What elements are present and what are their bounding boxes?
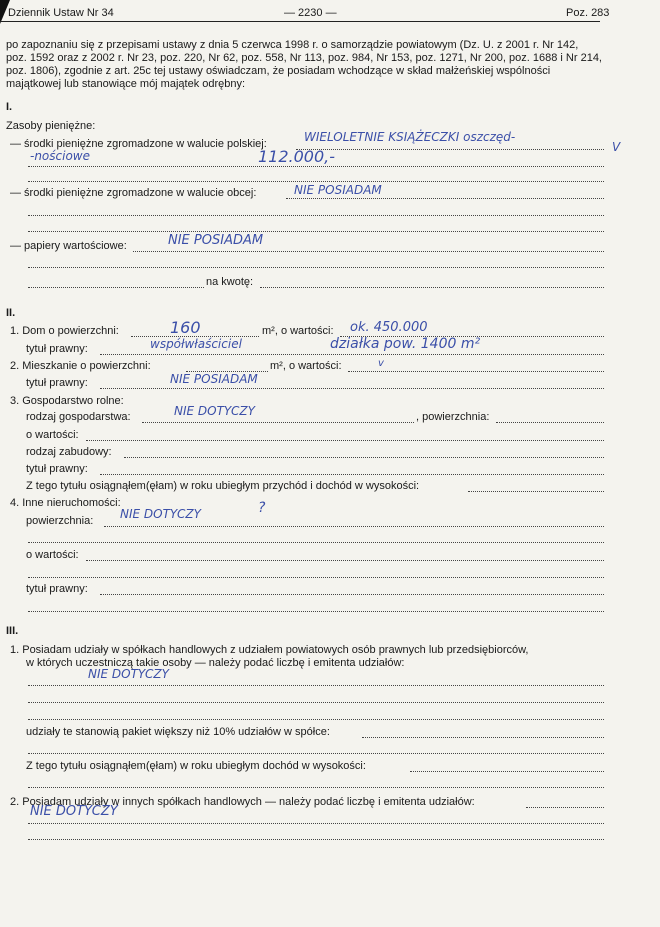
other-area-value: NIE DOTYCZY xyxy=(120,507,201,521)
shares-pakiet-line-2 xyxy=(28,753,604,754)
house-label: 1. Dom o powierzchni: xyxy=(10,325,119,337)
house-area-value: 160 xyxy=(170,318,201,337)
other-title-line xyxy=(100,594,604,595)
flat-value-line xyxy=(348,371,604,372)
securities-line-1 xyxy=(133,251,604,252)
other-value-label: o wartości: xyxy=(26,549,79,561)
farm-income-line xyxy=(468,491,604,492)
farm-value-line xyxy=(86,440,604,441)
flat-value-label: m², o wartości: xyxy=(270,360,342,372)
house-title-line xyxy=(100,354,604,355)
shares-2-line-2 xyxy=(28,823,604,824)
shares-pakiet-line xyxy=(362,737,604,738)
farm-type-line xyxy=(142,422,414,423)
farm-label: 3. Gospodarstwo rolne: xyxy=(10,395,124,407)
pln-funds-value-continued: -nościowe xyxy=(30,149,90,163)
shares-1-line-3 xyxy=(28,719,604,720)
other-title-label: tytuł prawny: xyxy=(26,583,88,595)
header-rule xyxy=(0,21,600,22)
other-area-line-2 xyxy=(28,542,604,543)
farm-build-line xyxy=(124,457,604,458)
intro-paragraph: po zapoznaniu się z przepisami ustawy z dnia 5 czerwca 1998 r. o samorządzie powiatowym (Dz. U. z 2001 r. Nr 142, poz. 1592 oraz z 2002 r. Nr 23, poz. 220, Nr 62, poz. 558, Nr 113, poz. 984, Nr 153, poz. 1271, Nr 200, poz. 1688 i Nr 214, poz. 1806), zgodnie z art. 25c tej ustawy oświadczam, że posiadam wchodzące w skład małżeńskiej wspólności majątkowej lub stanowiące mój majątek odrębny: xyxy=(6,39,602,90)
farm-area-label: , powierzchnia: xyxy=(416,411,490,423)
farm-type-label: rodzaj gospodarstwa: xyxy=(26,411,131,423)
fx-funds-line-1 xyxy=(286,198,604,199)
section-1-heading: Zasoby pieniężne: xyxy=(6,120,96,132)
house-value-label: m², o wartości: xyxy=(262,325,334,337)
other-property-label: 4. Inne nieruchomości: xyxy=(10,497,121,509)
farm-value-label: o wartości: xyxy=(26,429,79,441)
shares-2-value: NIE DOTYCZY xyxy=(30,804,118,819)
shares-2-label: 2. Posiadam udziały w innych spółkach handlowych — należy podać liczbę i emitenta udziałów: xyxy=(10,796,475,808)
journal-title: Dziennik Ustaw Nr 34 xyxy=(8,7,114,19)
securities-amount-dots xyxy=(28,287,204,288)
other-title-line-2 xyxy=(28,611,604,612)
farm-type-value: NIE DOTYCZY xyxy=(174,404,255,418)
other-area-label: powierzchnia: xyxy=(26,515,94,527)
farm-area-line xyxy=(496,422,604,423)
securities-amount-line xyxy=(260,287,604,288)
flat-title-value: NIE POSIADAM xyxy=(170,372,258,386)
shares-2-line-3 xyxy=(28,839,604,840)
fx-funds-value: NIE POSIADAM xyxy=(294,183,382,197)
shares-1-line-1 xyxy=(28,685,604,686)
house-title-label: tytuł prawny: xyxy=(26,343,88,355)
farm-income-label: Z tego tytułu osiągnąłem(ęłam) w roku ubiegłym przychód i dochód w wysokości: xyxy=(26,480,420,492)
farm-build-label: rodzaj zabudowy: xyxy=(26,446,112,458)
pln-funds-label: — środki pieniężne zgromadzone w walucie polskiej: xyxy=(10,138,267,150)
other-value-line xyxy=(86,560,604,561)
page-number: — 2230 — xyxy=(284,7,337,19)
flat-title-label: tytuł prawny: xyxy=(26,377,88,389)
pln-funds-line-3 xyxy=(28,181,604,182)
flat-label: 2. Mieszkanie o powierzchni: xyxy=(10,360,151,372)
position-number: Poz. 283 xyxy=(566,7,610,19)
section-2-numeral: II. xyxy=(6,307,16,319)
securities-line-2 xyxy=(28,267,604,268)
shares-1-label: 1. Posiadam udziały w spółkach handlowych z udziałem powiatowych osób prawnych lub przedsiębiorców, xyxy=(10,644,529,656)
pln-funds-line-end: V xyxy=(612,140,621,154)
pln-funds-line-1 xyxy=(296,149,604,150)
shares-income-label: Z tego tytułu osiągnąłem(ęłam) w roku ubiegłym dochód w wysokości: xyxy=(26,760,366,772)
shares-income-line xyxy=(410,771,604,772)
securities-amount-label: na kwotę: xyxy=(206,276,254,288)
securities-label: — papiery wartościowe: xyxy=(10,240,127,252)
flat-title-line xyxy=(100,388,604,389)
shares-1-line-2 xyxy=(28,702,604,703)
securities-value: NIE POSIADAM xyxy=(168,233,264,248)
pln-funds-line-2 xyxy=(28,166,604,167)
flat-value-mark: v xyxy=(378,358,384,369)
other-area-line xyxy=(104,526,604,527)
fx-funds-line-3 xyxy=(28,231,604,232)
farm-title-label: tytuł prawny: xyxy=(26,463,88,475)
house-value-amount: ok. 450.000 xyxy=(350,320,428,335)
house-plot-value: działka pow. 1400 m² xyxy=(330,336,481,352)
fx-funds-line-2 xyxy=(28,215,604,216)
shares-1-label-continued: w których uczestniczą takie osoby — należy podać liczbę i emitenta udziałów: xyxy=(26,657,405,669)
shares-2-line-1 xyxy=(526,807,604,808)
pln-funds-amount: 112.000,- xyxy=(258,147,336,166)
farm-title-line xyxy=(100,474,604,475)
other-value-line-2 xyxy=(28,577,604,578)
other-area-question-mark: ? xyxy=(258,500,266,516)
fx-funds-label: — środki pieniężne zgromadzone w walucie obcej: xyxy=(10,187,257,199)
shares-1-value: NIE DOTYCZY xyxy=(88,667,169,681)
section-1-numeral: I. xyxy=(6,101,13,113)
shares-income-line-2 xyxy=(28,787,604,788)
section-3-numeral: III. xyxy=(6,625,19,637)
shares-pakiet-label: udziały te stanowią pakiet większy niż 10% udziałów w spółce: xyxy=(26,726,330,738)
house-title-value: współwłaściciel xyxy=(150,337,242,351)
pln-funds-value: WIELOLETNIE KSIĄŻECZKI oszczęd- xyxy=(304,130,516,144)
